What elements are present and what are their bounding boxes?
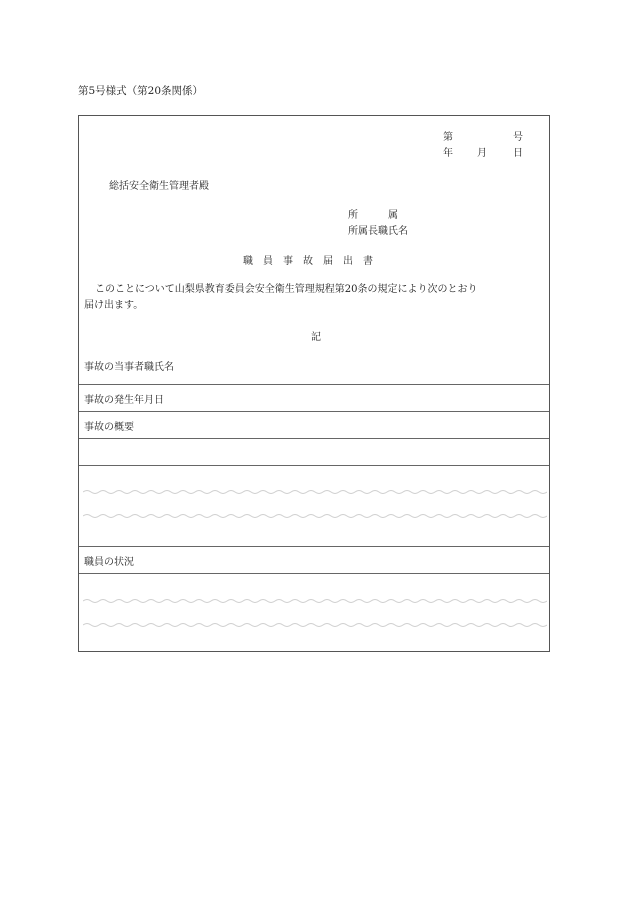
affiliation-label: 所 属	[348, 210, 398, 221]
document-title: 職 員 事 故 届 出 書	[243, 256, 373, 267]
row-date-label: 事故の発生年月日	[84, 395, 164, 406]
body-text-line2: 届け出ます。	[84, 300, 144, 311]
divider-line	[79, 411, 549, 412]
divider-line	[79, 546, 549, 547]
ki-label: 記	[311, 332, 321, 343]
divider-line	[79, 573, 549, 574]
divider-line	[79, 438, 549, 439]
body-text-line1: このことについて山梨県教育委員会安全衛生管理規程第20条の規定により次のとおり	[95, 284, 478, 295]
form-caption: 第5号様式（第20条関係）	[78, 85, 204, 97]
date-year: 年	[443, 148, 453, 159]
wavy-omission-line	[83, 489, 547, 495]
form-box	[78, 115, 550, 652]
divider-line	[79, 384, 549, 385]
date-day: 日	[513, 148, 523, 159]
row-staff-condition-label: 職員の状況	[84, 557, 134, 568]
number-dai: 第	[443, 132, 453, 143]
head-name-label: 所属長職氏名	[348, 226, 408, 237]
wavy-omission-line	[83, 622, 547, 628]
addressee: 総括安全衛生管理者殿	[109, 181, 209, 192]
date-month: 月	[477, 148, 487, 159]
wavy-omission-line	[83, 513, 547, 519]
row-summary-label: 事故の概要	[84, 422, 134, 433]
row-party-name-label: 事故の当事者職氏名	[84, 362, 174, 373]
wavy-omission-line	[83, 598, 547, 604]
number-go: 号	[513, 132, 523, 143]
divider-line	[79, 465, 549, 466]
